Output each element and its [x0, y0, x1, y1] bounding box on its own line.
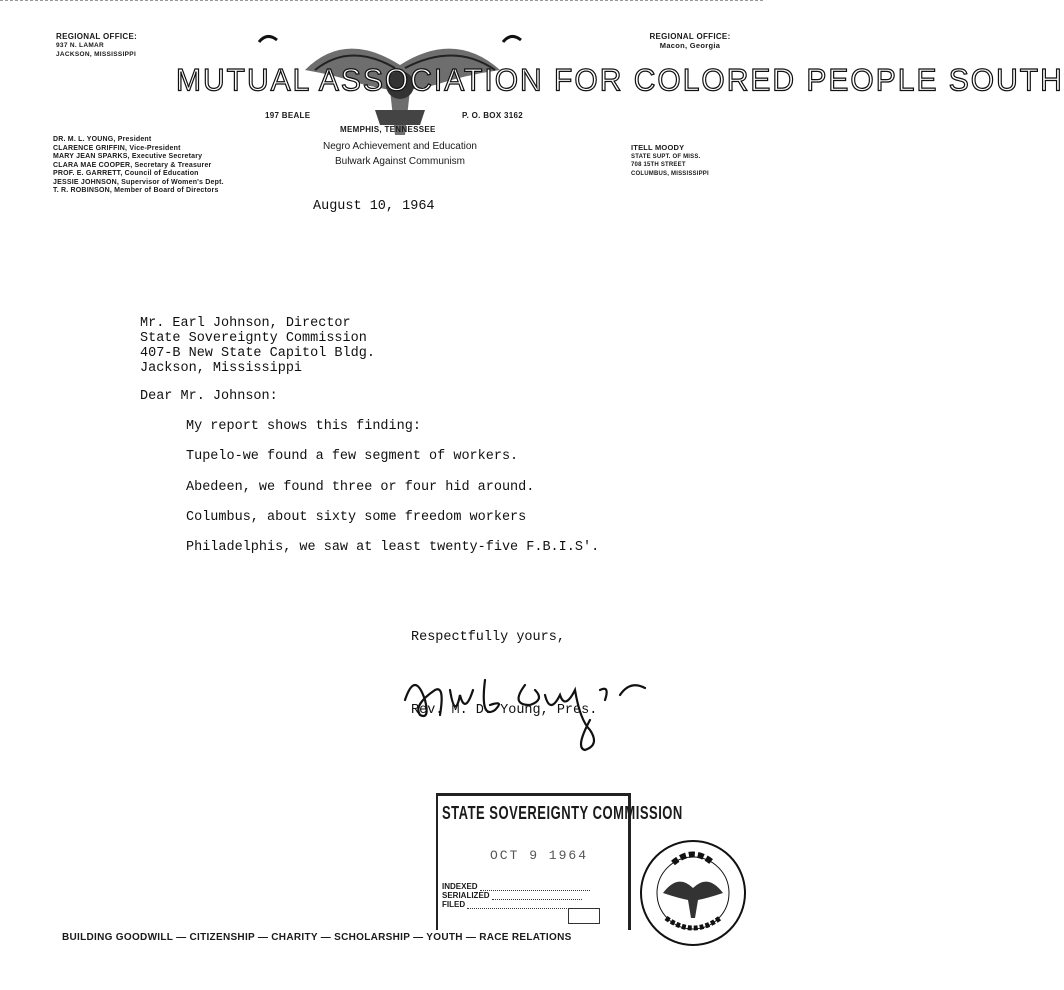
officer-vice-president: CLARENCE GRIFFIN, Vice-President	[53, 144, 181, 152]
salutation: Dear Mr. Johnson:	[140, 389, 278, 404]
left-regional-office	[56, 32, 206, 59]
received-stamp	[436, 793, 683, 930]
right-office-heading: REGIONAL OFFICE:	[649, 32, 731, 41]
mission-line-2: Bulwark Against Communism	[334, 156, 466, 167]
recipient-line-1: Mr. Earl Johnson, Director	[140, 316, 351, 331]
officer-board-member: T. R. ROBINSON, Member of Board of Directors	[53, 187, 219, 194]
signature-typed-name: Rev. M. D. Young, Pres.	[411, 703, 598, 718]
address-po-box: P. O. BOX 3162	[462, 111, 523, 120]
stamp-date: OCT 9 1964	[490, 848, 589, 863]
body-line-2: Tupelo-we found a few segment of workers.	[186, 449, 519, 464]
stamp-field-filed: FILED	[442, 900, 590, 909]
officer-president: DR. M. L. YOUNG, President	[53, 136, 152, 143]
page-edge	[0, 0, 763, 1]
officer-secretary-treasurer: CLARA MAE COOPER, Secretary & Treasurer	[53, 161, 212, 169]
mission-statement	[290, 139, 510, 169]
right-office-city: Macon, Georgia	[659, 41, 721, 50]
left-office-heading: REGIONAL OFFICE:	[56, 32, 138, 41]
stamp-title: STATE SOVEREIGNTY COMMISSION	[442, 802, 683, 823]
stamp-field-indexed: INDEXED	[442, 882, 590, 891]
recipient-line-3: 407-B New State Capitol Bldg.	[140, 346, 375, 361]
officer-council-education: PROF. E. GARRETT, Council of Education	[53, 170, 199, 177]
organization-seal-icon	[638, 838, 748, 948]
left-office-street: 937 N. LAMAR	[56, 42, 105, 49]
state-superintendent	[631, 144, 751, 178]
closing: Respectfully yours,	[411, 630, 565, 645]
handwritten-signature-icon	[395, 660, 675, 760]
officers-list	[53, 136, 293, 196]
right-regional-office	[640, 32, 740, 50]
address-city: MEMPHIS, TENNESSEE	[340, 125, 436, 134]
officer-executive-secretary: MARY JEAN SPARKS, Executive Secretary	[53, 153, 203, 160]
recipient-line-2: State Sovereignty Commission	[140, 331, 367, 346]
body-line-1: My report shows this finding:	[186, 419, 421, 434]
left-office-city: JACKSON, MISSISSIPPI	[56, 51, 137, 58]
mission-line-1: Negro Achievement and Education	[323, 141, 477, 152]
body-line-5: Philadelphis, we saw at least twenty-five F.B.I.S'.	[186, 540, 600, 555]
superintendent-name: ITELL MOODY	[631, 143, 685, 152]
footer-slogan: BUILDING GOODWILL — CITIZENSHIP — CHARITY — SCHOLARSHIP — YOUTH — RACE RELATIONS	[62, 932, 572, 943]
organization-name: MUTUAL ASSOCIATION FOR COLORED PEOPLE SOUTH	[176, 63, 1064, 98]
officer-womens-dept: JESSIE JOHNSON, Supervisor of Women's Dept.	[53, 178, 224, 186]
stamp-field-serialized: SERIALIZED	[442, 891, 590, 900]
body-line-3: Abedeen, we found three or four hid around.	[186, 480, 535, 495]
stamp-file-box	[568, 908, 600, 924]
recipient-address	[140, 316, 375, 376]
letter-date: August 10, 1964	[313, 199, 435, 214]
superintendent-city: COLUMBUS, MISSISSIPPI	[631, 170, 709, 177]
superintendent-street: 708 15TH STREET	[631, 162, 686, 168]
address-street: 197 BEALE	[265, 111, 311, 120]
stamp-fields	[442, 882, 590, 909]
superintendent-title: STATE SUPT. OF MISS.	[631, 153, 701, 160]
recipient-line-4: Jackson, Mississippi	[140, 361, 303, 376]
body-line-4: Columbus, about sixty some freedom workers	[186, 510, 527, 525]
